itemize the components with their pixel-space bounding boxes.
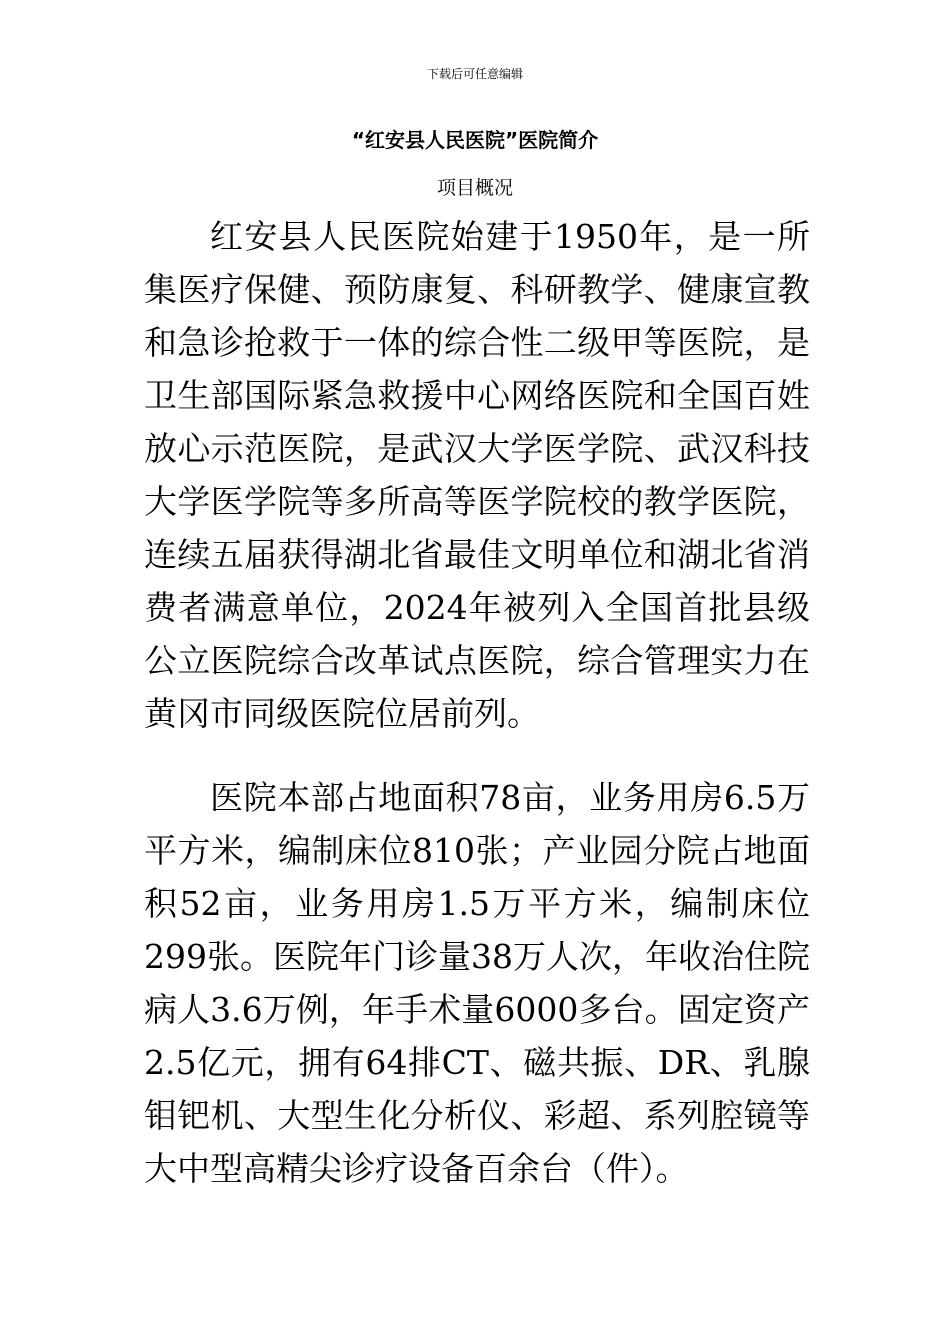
header-note: 下载后可任意编辑 [426, 67, 523, 81]
section-title: 项目概况 [436, 177, 513, 199]
paragraph-overview: 红安县人民医院始建于1950年，是一所集医疗保健、预防康复、科研教学、健康宣教和急诊抢救于一体的综合性二级甲等医院，是卫生部国际紧急救援中心网络医院和全国百姓放心示范医院，是武汉大学医学院、武汉科技大学医学院等多所高等医学院校的教学医院，连续五届获得湖北省最佳文明单位和湖北省消费者满意单位，2024年被列入全国首批县级公立医院综合改革试点医院，综合管理实力在黄冈市同级医院位居前列。 [144, 217, 810, 733]
document-title: “红安县人民医院”医院简介 [351, 128, 599, 152]
paragraph-facilities: 医院本部占地面积78亩，业务用房6.5万平方米，编制床位810张；产业园分院占地面积52亩，业务用房1.5万平方米，编制床位299张。医院年门诊量38万人次，年收治住院病人3.6万例，年手术量6000多台。固定资产2.5亿元，拥有64排CT、磁共振、DR、乳腺钼钯机、大型生化分析仪、彩超、系列腔镜等大中型高精尖诊疗设备百余台（件）。 [144, 778, 810, 1188]
